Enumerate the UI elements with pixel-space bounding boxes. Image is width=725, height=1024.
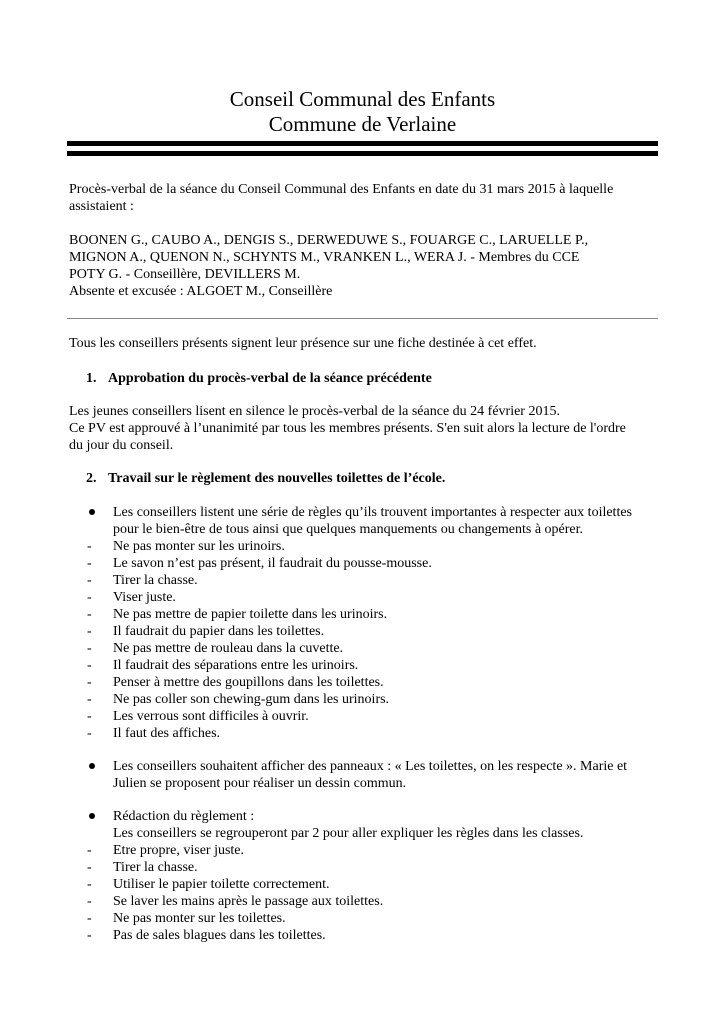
list-item: - Tirer la chasse. bbox=[87, 573, 198, 588]
section-1-title: Approbation du procès-verbal de la séance précédente bbox=[108, 371, 432, 386]
section-1-line-2: Ce PV est approuvé à l’unanimité par tous les membres présents. S'en suit alors la lecture de l'ordre bbox=[69, 421, 626, 436]
section-1-line-1: Les jeunes conseillers lisent en silence le procès-verbal de la séance du 24 février 2015. bbox=[69, 404, 560, 419]
bullet-2-continuation: Julien se proposent pour réaliser un dessin commun. bbox=[113, 776, 407, 791]
document-subtitle: Commune de Verlaine bbox=[268, 112, 457, 136]
list-item: - Penser à mettre des goupillons dans les toilettes. bbox=[87, 675, 384, 690]
attendees-line-3: POTY G. - Conseillère, DEVILLERS M. bbox=[69, 267, 301, 282]
section-1-line-3: du jour du conseil. bbox=[69, 438, 174, 453]
presence-note: Tous les conseillers présents signent leur présence sur une fiche destinée à cet effet. bbox=[69, 336, 537, 351]
absent-line: Absente et excusée : ALGOET M., Conseillère bbox=[69, 284, 333, 299]
list-item: - Le savon n’est pas présent, il faudrait du pousse-mousse. bbox=[87, 556, 432, 571]
bullet-1-text: Les conseillers listent une série de règles qu’ils trouvent importantes à respecter aux toilettes bbox=[113, 505, 632, 520]
bullet-dot-icon bbox=[89, 763, 95, 769]
list-item: - Etre propre, viser juste. bbox=[87, 843, 245, 858]
section-2-number: 2. bbox=[86, 471, 97, 486]
intro-line-2: assistaient : bbox=[69, 199, 134, 214]
bullet-dot-icon bbox=[89, 509, 95, 515]
section-2-heading bbox=[86, 470, 445, 487]
list-item: - Ne pas mettre de rouleau dans la cuvette. bbox=[87, 641, 344, 656]
bullet-3-continuation: Les conseillers se regrouperont par 2 pour aller expliquer les règles dans les classes. bbox=[113, 826, 584, 841]
list-item: - Il faudrait du papier dans les toilettes. bbox=[87, 624, 325, 639]
bullet-3 bbox=[87, 808, 254, 825]
list-item: - Pas de sales blagues dans les toilettes. bbox=[87, 928, 326, 943]
header-rule-top bbox=[67, 141, 658, 146]
list-item: - Il faut des affiches. bbox=[87, 726, 221, 741]
header-rule-bottom bbox=[67, 151, 658, 156]
list-item: - Viser juste. bbox=[87, 590, 176, 605]
bullet-1-continuation: pour le bien-être de tous ainsi que quelques manquements ou changements à opérer. bbox=[113, 522, 584, 537]
section-1-heading bbox=[86, 370, 432, 387]
list-item: - Se laver les mains après le passage aux toilettes. bbox=[87, 894, 384, 909]
bullet-1 bbox=[87, 504, 632, 521]
list-item: - Utiliser le papier toilette correctement. bbox=[87, 877, 330, 892]
list-item: - Ne pas monter sur les urinoirs. bbox=[87, 539, 285, 554]
list-item: - Ne pas mettre de papier toilette dans les urinoirs. bbox=[87, 607, 388, 622]
list-item: - Tirer la chasse. bbox=[87, 860, 198, 875]
bullet-3-text: Rédaction du règlement : bbox=[113, 809, 255, 824]
bullet-2-text: Les conseillers souhaitent afficher des panneaux : « Les toilettes, on les respecte ». Marie et bbox=[113, 759, 628, 774]
list-item: - Il faudrait des séparations entre les urinoirs. bbox=[87, 658, 359, 673]
section-divider bbox=[67, 318, 658, 319]
bullet-dot-icon bbox=[89, 813, 95, 819]
attendees-line-2: MIGNON A., QUENON N., SCHYNTS M., VRANKEN L., WERA J. - Membres du CCE bbox=[69, 250, 580, 265]
section-2-title: Travail sur le règlement des nouvelles toilettes de l’école. bbox=[108, 471, 446, 486]
intro-line-1: Procès-verbal de la séance du Conseil Communal des Enfants en date du 31 mars 2015 à laquelle bbox=[69, 182, 614, 197]
bullet-2 bbox=[87, 758, 627, 775]
section-1-number: 1. bbox=[86, 371, 97, 386]
list-item: - Les verrous sont difficiles à ouvrir. bbox=[87, 709, 309, 724]
list-item: - Ne pas monter sur les toilettes. bbox=[87, 911, 286, 926]
attendees-line-1: BOONEN G., CAUBO A., DENGIS S., DERWEDUWE S., FOUARGE C., LARUELLE P., bbox=[69, 233, 589, 248]
list-item: - Ne pas coller son chewing-gum dans les urinoirs. bbox=[87, 692, 390, 707]
document-title: Conseil Communal des Enfants bbox=[229, 87, 496, 111]
